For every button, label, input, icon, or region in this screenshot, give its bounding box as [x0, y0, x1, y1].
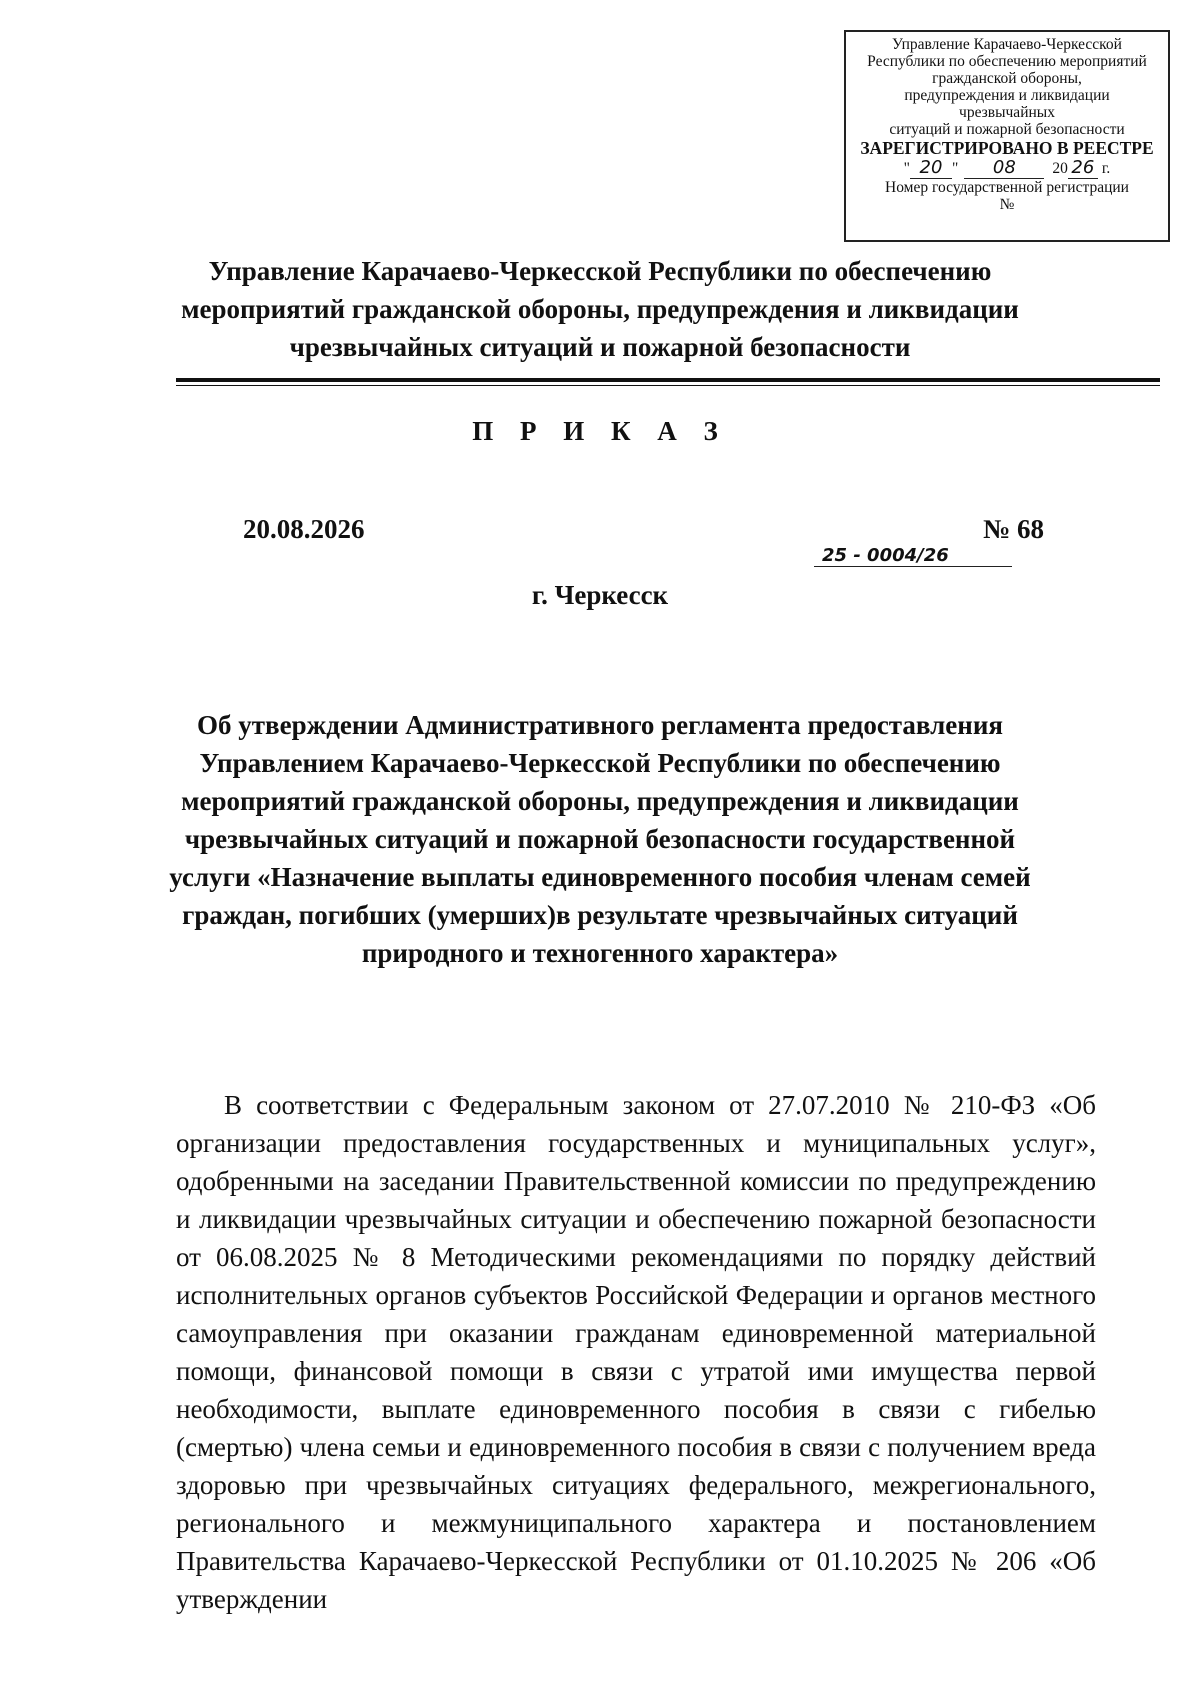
subject-line: чрезвычайных ситуаций и пожарной безопасности государственной	[184, 824, 1016, 854]
org-line: чрезвычайных ситуаций и пожарной безопасности	[289, 332, 911, 362]
divider-thick-line	[176, 378, 1160, 382]
stamp-reg-number-label: Номер государственной регистрации	[885, 179, 1129, 196]
stamp-date-year: 26	[1068, 158, 1098, 179]
order-subject	[160, 706, 1040, 972]
stamp-line: Управление Карачаево-Черкесской	[892, 36, 1122, 53]
order-number: № 68	[983, 514, 1044, 544]
subject-line: граждан, погибших (умерших)в результате чрезвычайных ситуаций	[182, 900, 1018, 930]
stamp-line: ситуаций и пожарной безопасности	[889, 121, 1125, 138]
divider-thin-line	[176, 385, 1160, 386]
stamp-line: Республики по обеспечению мероприятий	[867, 53, 1147, 70]
org-line: мероприятий гражданской обороны, предупреждения и ликвидации	[181, 294, 1019, 324]
stamp-date-suffix: г.	[1101, 160, 1111, 177]
subject-line: услуги «Назначение выплаты единовременного пособия членам семей	[169, 862, 1031, 892]
stamp-date-row	[846, 158, 1168, 179]
body-paragraph: В соответствии с Федеральным законом от 27.07.2010 № 210-ФЗ «Об организации предоставления государственных и муниципальных услуг», одобренными на заседании Правительственной комиссии по предупреждению и ликвидации чрезвычайных ситуации и обеспечению пожарной безопасности от 06.08.2025 № 8 Методическими рекомендациями по порядку действий исполнительных органов субъектов Российской Федерации и органов местного самоуправления при оказании гражданам единовременной материальной помощи, финансовой помощи в связи с утратой ими имущества первой необходимости, выплате единовременного пособия в связи с гибелью (смертью) члена семьи и единовременного пособия в связи с получением вреда здоровью при чрезвычайных ситуациях федерального, межрегионального, регионального и межмуниципального характера и постановлением Правительства Карачаево-Черкесской Республики от 01.10.2025 № 206 «Об утверждении	[176, 1090, 1096, 1614]
stamp-date-day: 20	[910, 158, 952, 179]
order-city: г. Черкесск	[531, 580, 669, 610]
order-title: П Р И К А З	[472, 416, 728, 446]
stamp-line: гражданской обороны,	[932, 70, 1082, 87]
subject-line: природного и техногенного характера»	[361, 938, 839, 968]
order-date: 20.08.2026	[243, 514, 365, 544]
org-line: Управление Карачаево-Черкесской Республики по обеспечению	[208, 256, 992, 286]
stamp-date-open-quote: "	[903, 160, 910, 177]
organization-name	[150, 252, 1050, 366]
stamp-reg-number-value: 25 - 0004/26	[814, 546, 1012, 567]
stamp-line: предупреждения и ликвидации	[904, 87, 1110, 104]
stamp-date-year-prefix: 20	[1052, 160, 1068, 177]
header-divider	[176, 378, 1160, 386]
stamp-date-close-quote: "	[952, 160, 959, 177]
subject-line: мероприятий гражданской обороны, предупреждения и ликвидации	[181, 786, 1019, 816]
stamp-reg-number-prefix: №	[999, 196, 1015, 213]
stamp-date-month: 08	[964, 158, 1044, 179]
subject-line: Управлением Карачаево-Черкесской Республики по обеспечению	[199, 748, 1001, 778]
stamp-line: чрезвычайных	[959, 104, 1055, 121]
subject-line: Об утверждении Административного регламента предоставления	[197, 710, 1003, 740]
stamp-registered-label: ЗАРЕГИСТРИРОВАНО В РЕЕСТРЕ	[860, 138, 1154, 158]
